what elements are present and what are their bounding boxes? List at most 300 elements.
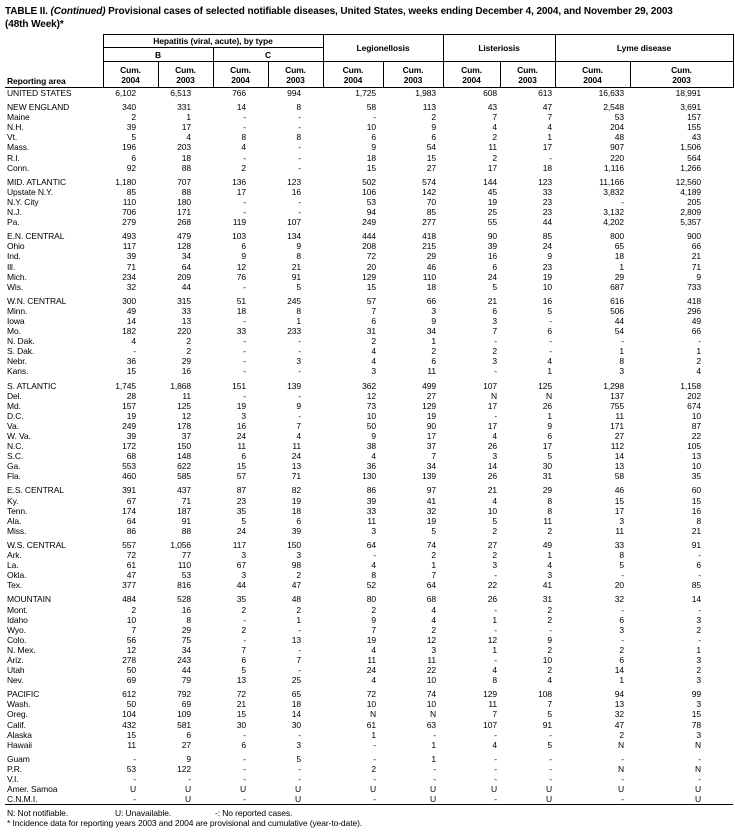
value-cell: 24 [236, 525, 246, 536]
footnote-unavailable: U: Unavailable. [115, 808, 172, 819]
value-cell: 20 [614, 580, 625, 591]
value-cell: - [549, 315, 553, 326]
reporting-area-label: N. Mex. [7, 644, 36, 655]
footnote-legend [7, 808, 733, 818]
value-cell: 8 [619, 356, 625, 367]
value-cell: 707 [177, 176, 191, 187]
value-cell: 3 [547, 570, 553, 581]
value-cell: - [621, 774, 625, 784]
value-cell: 15 [236, 461, 246, 472]
value-cell: U [383, 794, 443, 805]
table-row [5, 316, 733, 326]
reporting-area-label: Maine [7, 112, 30, 123]
value-cell: 17 [542, 142, 553, 153]
reporting-area-label: Tex. [7, 580, 23, 591]
value-cell: 499 [422, 380, 437, 391]
value-cell: 66 [691, 326, 702, 337]
value-cell: 44 [542, 217, 553, 228]
cum-column-header: Cum. 2003 [500, 62, 555, 88]
value-cell: 2 [696, 624, 702, 635]
value-cell: 1 [431, 336, 437, 347]
reporting-area-label: La. [7, 560, 19, 571]
value-cell: 47 [126, 570, 136, 581]
value-cell: 4 [547, 675, 553, 686]
value-cell: 72 [366, 251, 377, 262]
value-cell: 2,809 [680, 207, 702, 218]
table-row [5, 754, 733, 764]
value-cell: - [243, 207, 246, 218]
value-cell: - [698, 753, 702, 764]
value-cell: 15 [126, 729, 136, 740]
value-cell: 22 [426, 665, 437, 676]
value-cell: 136 [232, 176, 246, 187]
value-cell: - [373, 739, 377, 750]
value-cell: - [373, 550, 377, 561]
value-cell: 139 [422, 471, 437, 482]
value-cell: - [243, 763, 246, 774]
value-cell: U [268, 794, 323, 805]
value-cell: 3 [296, 356, 302, 367]
table-row [5, 540, 733, 550]
value-cell: 766 [232, 88, 246, 98]
table-row [5, 163, 733, 173]
reporting-area-label: S. Dak. [7, 346, 35, 357]
value-cell: - [188, 774, 191, 784]
table-row [5, 516, 733, 526]
value-cell: - [698, 570, 702, 581]
value-cell: 1,298 [603, 380, 625, 391]
value-cell: - [621, 753, 625, 764]
value-cell: 8 [296, 305, 302, 316]
value-cell: 706 [122, 207, 136, 218]
value-cell: 377 [122, 580, 136, 591]
value-cell: 66 [691, 241, 702, 252]
value-cell: 2 [431, 624, 437, 635]
value-cell: 9 [296, 400, 302, 411]
value-cell: 4 [296, 431, 302, 441]
value-cell: 3 [241, 410, 246, 421]
reporting-area-label: Amer. Samoa [7, 784, 58, 795]
value-cell: 418 [687, 295, 702, 306]
value-cell: 19 [126, 410, 136, 421]
value-cell: - [549, 152, 553, 163]
value-cell: 8 [696, 515, 702, 526]
value-cell: 37 [426, 441, 437, 452]
value-cell: 2 [619, 644, 625, 655]
value-cell: 1,725 [355, 88, 377, 98]
value-cell: 13 [291, 461, 302, 472]
value-cell: - [494, 410, 498, 421]
reporting-area-label: NEW ENGLAND [7, 102, 70, 113]
value-cell: 800 [610, 231, 625, 242]
value-cell: 24 [236, 431, 246, 441]
value-cell: 32 [426, 505, 437, 516]
reporting-area-label: Hawaii [7, 739, 32, 750]
cum-column-header: Cum. 2003 [268, 62, 323, 88]
value-cell: - [621, 196, 625, 207]
value-cell: 98 [291, 560, 302, 571]
value-cell: 2 [241, 604, 246, 615]
value-cell: 104 [122, 709, 136, 720]
reporting-area-label: Iowa [7, 315, 25, 326]
table-row [5, 689, 733, 699]
value-cell: 2 [186, 346, 191, 357]
value-cell: 1 [186, 112, 191, 123]
value-cell: 2 [547, 644, 553, 655]
value-cell: 24 [291, 451, 302, 462]
value-cell: - [133, 346, 136, 357]
value-cell: 23 [542, 261, 553, 272]
value-cell: 71 [291, 471, 302, 482]
value-cell: 88 [181, 525, 191, 536]
reporting-area-label: D.C. [7, 410, 24, 421]
value-cell: 50 [126, 699, 136, 710]
value-cell: 37 [181, 431, 191, 441]
value-cell: 68 [426, 594, 437, 605]
value-cell: 2 [371, 604, 377, 615]
reporting-area-label: Tenn. [7, 505, 28, 516]
value-cell: - [621, 336, 625, 347]
value-cell: N [617, 763, 625, 774]
value-cell: - [243, 634, 246, 645]
value-cell: 15 [691, 709, 702, 720]
hepatitis-group-header: Hepatitis (viral, acute), by type [103, 35, 323, 48]
value-cell: 900 [687, 231, 702, 242]
value-cell: 331 [177, 102, 191, 113]
value-cell: 29 [542, 485, 553, 496]
value-cell: 76 [236, 271, 246, 282]
value-cell: 125 [538, 380, 553, 391]
table-row [5, 740, 733, 750]
reporting-area-label: Upstate N.Y. [7, 186, 53, 197]
value-cell: 71 [126, 261, 136, 272]
value-cell: 17 [487, 420, 498, 431]
table-title-label: TABLE II. [5, 6, 48, 17]
value-cell: 243 [177, 654, 191, 665]
value-cell: 94 [614, 689, 625, 700]
table-body [5, 88, 733, 805]
value-cell: 1 [696, 644, 702, 655]
value-cell: 6 [619, 654, 625, 665]
reporting-area-label: Mo. [7, 326, 21, 337]
table-row [5, 709, 733, 719]
value-cell: 205 [687, 196, 702, 207]
value-cell: - [698, 774, 702, 784]
value-cell: 38 [366, 441, 377, 452]
value-cell: 22 [691, 431, 702, 441]
value-cell: 65 [614, 241, 625, 252]
value-cell: 4 [547, 356, 553, 367]
table-row [5, 112, 733, 122]
value-cell: 300 [122, 295, 136, 306]
value-cell: 7 [131, 624, 136, 635]
value-cell: 3 [696, 729, 702, 740]
value-cell: 7 [547, 112, 553, 123]
table-row [5, 356, 733, 366]
reporting-area-label: Oreg. [7, 709, 28, 720]
value-cell: 171 [610, 420, 625, 431]
value-cell: 125 [177, 400, 191, 411]
value-cell: - [494, 570, 498, 581]
value-cell: 34 [181, 644, 191, 655]
value-cell: 148 [177, 451, 191, 462]
footnote-no-reported-cases: -: No reported cases. [215, 808, 293, 819]
value-cell: 75 [181, 634, 191, 645]
value-cell: 63 [426, 719, 437, 730]
value-cell: 622 [177, 461, 191, 472]
reporting-area-label: W.N. CENTRAL [7, 295, 67, 306]
value-cell: 23 [542, 196, 553, 207]
value-cell: 85 [126, 186, 136, 197]
value-cell: 12 [236, 261, 246, 272]
table-row [5, 296, 733, 306]
value-cell: 12 [181, 410, 191, 421]
value-cell: - [298, 162, 302, 173]
value-cell: 564 [687, 152, 702, 163]
value-cell: 35 [691, 471, 702, 482]
hepatitis-c-header: C [213, 48, 323, 62]
value-cell: 5,357 [680, 217, 702, 228]
value-cell: 5 [241, 665, 246, 676]
value-cell: 18 [181, 152, 191, 163]
value-cell: 11 [543, 515, 553, 526]
value-cell: 31 [366, 326, 377, 337]
value-cell: - [698, 336, 702, 347]
value-cell: 43 [487, 102, 498, 113]
reporting-area-label: N.J. [7, 207, 22, 218]
value-cell: 15 [366, 162, 377, 173]
value-cell: 1 [619, 675, 625, 686]
value-cell: 16,633 [598, 88, 625, 98]
value-cell: - [213, 794, 268, 805]
value-cell: 6 [241, 241, 246, 252]
value-cell: 10 [691, 461, 702, 472]
value-cell: 4 [371, 451, 377, 462]
value-cell: 12 [426, 634, 437, 645]
value-cell: N [694, 739, 702, 750]
value-cell: 53 [126, 763, 136, 774]
value-cell: 29 [181, 356, 191, 367]
value-cell: 49 [542, 539, 553, 550]
value-cell: 47 [542, 102, 553, 113]
value-cell: 362 [362, 380, 377, 391]
reporting-area-label: Nev. [7, 675, 24, 686]
value-cell: 9 [431, 122, 437, 133]
value-cell: 16 [236, 420, 246, 431]
value-cell: 8 [547, 505, 553, 516]
reporting-area-label: Calif. [7, 719, 26, 730]
value-cell: - [243, 336, 246, 347]
value-cell: 16 [181, 604, 191, 615]
value-cell: - [494, 774, 498, 784]
value-cell: 17 [614, 505, 625, 516]
value-cell: 315 [177, 295, 191, 306]
reporting-area-label: MOUNTAIN [7, 594, 51, 605]
value-cell: 2 [186, 336, 191, 347]
value-cell: 72 [236, 689, 246, 700]
value-cell: 1,180 [115, 176, 136, 187]
value-cell: 9 [431, 315, 437, 326]
value-cell: 31 [542, 471, 553, 482]
value-cell: 1 [296, 614, 302, 625]
value-cell: 8 [619, 550, 625, 561]
table-row [5, 774, 733, 784]
value-cell: 209 [177, 271, 191, 282]
table-row [5, 132, 733, 142]
value-cell: 12 [487, 634, 498, 645]
value-cell: 2 [431, 112, 437, 123]
value-cell: 11 [615, 525, 625, 536]
reporting-area-label: Ark. [7, 550, 22, 561]
value-cell: 22 [487, 580, 498, 591]
value-cell: - [443, 794, 500, 805]
value-cell: 2 [619, 729, 625, 740]
value-cell: 5 [547, 739, 553, 750]
value-cell: - [549, 624, 553, 635]
table-row [5, 471, 733, 481]
value-cell: 8 [492, 675, 498, 686]
reporting-area-label: Ky. [7, 495, 19, 506]
value-cell: 196 [122, 142, 136, 153]
value-cell: 4,189 [680, 186, 702, 197]
value-cell: 2 [131, 604, 136, 615]
table-row [5, 580, 733, 590]
reporting-area-label: Guam [7, 753, 30, 764]
table-row [5, 461, 733, 471]
value-cell: - [621, 604, 625, 615]
value-cell: 4 [371, 346, 377, 357]
value-cell: 65 [291, 689, 302, 700]
value-cell: 4 [492, 431, 498, 441]
value-cell: 9 [547, 634, 553, 645]
value-cell: 11 [127, 739, 136, 750]
value-cell: 61 [366, 719, 377, 730]
value-cell: 30 [291, 719, 302, 730]
value-cell: 77 [181, 550, 191, 561]
value-cell: 2 [547, 665, 553, 676]
value-cell: 58 [614, 471, 625, 482]
value-cell: 6 [547, 326, 553, 337]
value-cell: 13 [236, 675, 246, 686]
value-cell: 6 [241, 739, 246, 750]
value-cell: 2,548 [603, 102, 625, 113]
reporting-area-label: Md. [7, 400, 21, 411]
value-cell: 87 [691, 420, 702, 431]
table-row [5, 231, 733, 241]
value-cell: 90 [426, 420, 437, 431]
value-cell: - [549, 763, 553, 774]
value-cell: 1,745 [115, 380, 136, 391]
value-cell: 27 [426, 162, 437, 173]
value-cell: - [494, 336, 498, 347]
value-cell: 117 [122, 241, 136, 252]
value-cell: 52 [366, 580, 377, 591]
table-row [5, 625, 733, 635]
value-cell: 2 [241, 162, 246, 173]
value-cell: 137 [610, 390, 625, 401]
reporting-area-label: Utah [7, 665, 25, 676]
value-cell: - [494, 729, 498, 740]
reporting-area-label: Idaho [7, 614, 28, 625]
value-cell: 151 [232, 380, 246, 391]
header-row-groups [5, 35, 733, 48]
value-cell: 7 [492, 112, 498, 123]
value-cell: 19 [366, 634, 377, 645]
value-cell: 128 [177, 241, 191, 252]
table-row [5, 217, 733, 227]
value-cell: 26 [542, 400, 553, 411]
value-cell: 10 [426, 675, 437, 686]
value-cell: 340 [122, 102, 136, 113]
value-cell: 6,102 [115, 88, 136, 98]
value-cell: 5 [547, 709, 553, 720]
value-cell: 215 [422, 241, 437, 252]
hepatitis-b-header: B [103, 48, 213, 62]
value-cell: 34 [426, 461, 437, 472]
value-cell: 31 [542, 594, 553, 605]
value-cell: 29 [614, 271, 625, 282]
value-cell: 28 [126, 390, 136, 401]
reporting-area-label: Vt. [7, 132, 18, 143]
value-cell: 123 [538, 176, 553, 187]
value-cell: 3 [296, 739, 302, 750]
value-cell: 8 [186, 614, 191, 625]
value-cell: 36 [366, 461, 377, 472]
value-cell: 107 [287, 217, 302, 228]
value-cell: - [243, 315, 246, 326]
table-title-rest: Provisional cases of selected notifiable diseases, United States, weeks ending December 4, 2004, and November 29, 2003 [105, 6, 673, 17]
value-cell: 3 [371, 366, 377, 377]
footnote-not-notifiable: N: Not notifiable. [7, 808, 69, 819]
value-cell: 109 [177, 709, 191, 720]
value-cell: 71 [691, 261, 702, 272]
value-cell: 56 [126, 634, 136, 645]
value-cell: U [630, 794, 733, 805]
value-cell: - [433, 774, 437, 784]
value-cell: 14 [236, 102, 246, 113]
value-cell: 7 [492, 709, 498, 720]
lyme-disease-header: Lyme disease [555, 35, 733, 62]
value-cell: U [239, 784, 246, 795]
value-cell: 16 [181, 366, 191, 377]
value-cell: 45 [487, 186, 498, 197]
value-cell: 608 [483, 88, 498, 98]
value-cell: 3 [696, 614, 702, 625]
notifiable-diseases-table [5, 34, 734, 805]
value-cell: 35 [236, 505, 246, 516]
value-cell: 18,991 [675, 88, 702, 98]
value-cell: 44 [614, 315, 625, 326]
table-row [5, 730, 733, 740]
value-cell: 4 [492, 739, 498, 750]
cum-column-header: Cum. 2003 [630, 62, 733, 88]
reporting-area-label: R.I. [7, 152, 20, 163]
value-cell: 279 [122, 217, 136, 228]
value-cell: 613 [538, 88, 553, 98]
value-cell: 479 [177, 231, 191, 242]
value-cell: - [298, 644, 302, 655]
value-cell: - [549, 336, 553, 347]
value-cell: 9 [371, 431, 377, 441]
value-cell: 1 [431, 753, 437, 764]
value-cell: 25 [487, 207, 498, 218]
value-cell: 1 [619, 346, 625, 357]
value-cell: 8 [296, 251, 302, 262]
value-cell: 2 [431, 550, 437, 561]
value-cell: 755 [610, 400, 625, 411]
reporting-area-label: Ill. [7, 261, 16, 272]
value-cell: 18 [236, 305, 246, 316]
